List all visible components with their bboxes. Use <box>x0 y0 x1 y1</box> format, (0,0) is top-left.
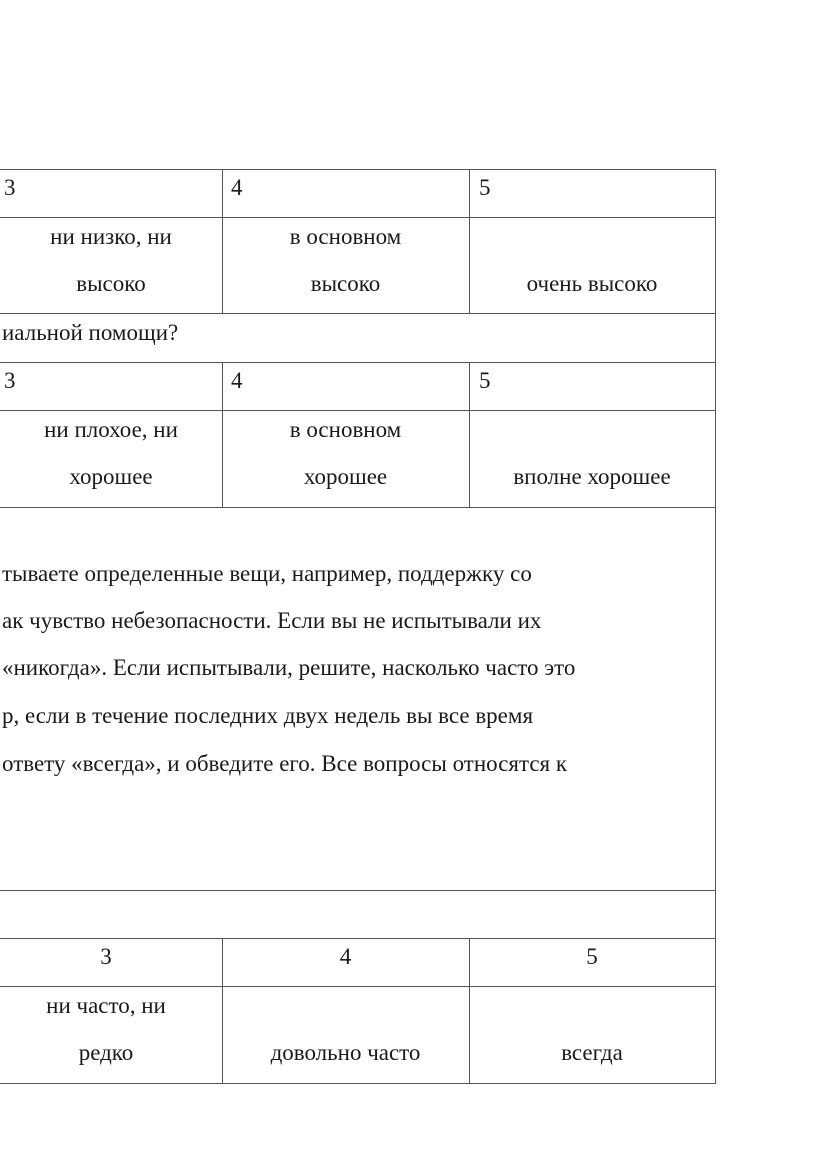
instruction-line: «никогда». Если испытывали, решите, насколько часто это <box>2 655 576 680</box>
table3-label-5-line2: всегда <box>561 1040 623 1065</box>
table1-number-5: 5 <box>479 175 491 200</box>
table2-label-3-line2: хорошее <box>69 464 153 489</box>
instruction-line: ак чувство небезопасности. Если вы не испытывали их <box>2 608 542 633</box>
table3-label-4-line2: довольно часто <box>270 1040 421 1065</box>
table2-label-4-line1: в основном <box>289 417 402 442</box>
table3-label-3-line2: редко <box>78 1040 134 1065</box>
question-text: иальной помощи? <box>2 320 179 345</box>
instruction-line: ответу «всегда», и обведите его. Все вопросы относятся к <box>2 751 568 776</box>
table2-label-4-line2: хорошее <box>303 464 388 489</box>
table2-number-4: 4 <box>231 368 243 393</box>
table3-number-4: 4 <box>339 944 352 969</box>
table1-label-3-line1: ни низко, ни <box>50 224 172 249</box>
table1-number-4: 4 <box>231 175 243 200</box>
table-rule <box>0 410 716 411</box>
table-rule <box>715 169 716 1084</box>
table1-label-4-line2: высоко <box>310 271 381 296</box>
instruction-line: р, если в течение последних двух недель вы все время <box>2 703 534 728</box>
table1-label-4-line1: в основном <box>289 224 402 249</box>
table-rule <box>0 1083 716 1084</box>
table-rule <box>0 217 716 218</box>
table-rule <box>0 890 716 891</box>
table1-label-5-line2: очень высоко <box>526 271 658 296</box>
table3-number-3: 3 <box>100 944 112 969</box>
table-rule <box>0 169 716 170</box>
table2-number-3: 3 <box>4 368 16 393</box>
table2-label-3-line1: ни плохое, ни <box>44 417 178 442</box>
table-rule <box>0 362 716 363</box>
table2-label-5-line2: вполне хорошее <box>513 464 671 489</box>
table-rule <box>0 938 716 939</box>
table-rule <box>0 507 716 508</box>
table3-number-5: 5 <box>586 944 598 969</box>
table2-number-5: 5 <box>479 368 491 393</box>
instruction-line: тываете определенные вещи, например, поддержку со <box>2 561 532 586</box>
table-rule <box>0 313 716 314</box>
table-rule <box>0 986 716 987</box>
table1-label-3-line2: высоко <box>76 271 146 296</box>
table3-label-3-line1: ни часто, ни <box>46 993 166 1018</box>
table1-number-3: 3 <box>4 175 16 200</box>
